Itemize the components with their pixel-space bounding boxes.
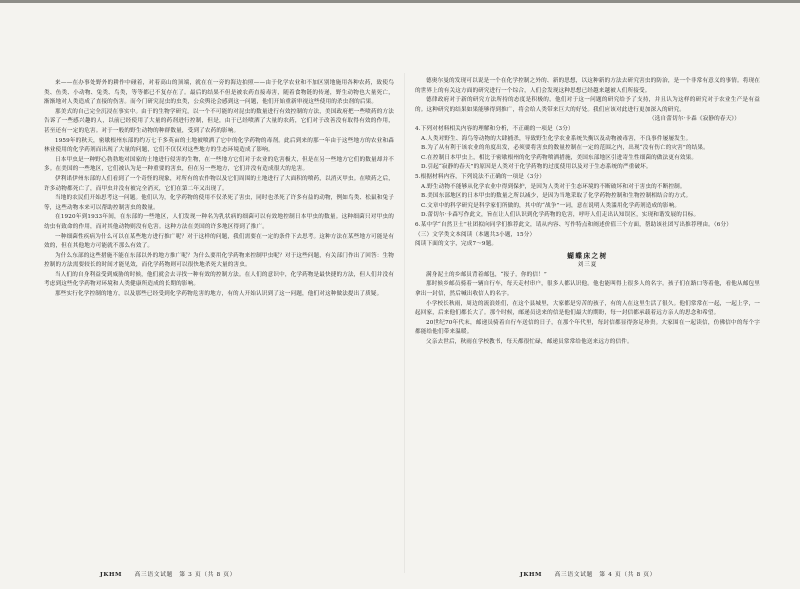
answer-option: C.文章中的科学研究是科学家们所做的，其中的“战争”一词，意在说明人类滥用化学药剂造成的影响。	[421, 202, 681, 209]
footer-page-label: 高三语文试题 第 3 页（共 8 页）	[134, 572, 237, 578]
right-page-footer	[520, 569, 656, 578]
body-paragraph: 那美式的自己完全沉浸在事实中。由于的生物学研究，以一个不可能的对昆虫的数量进行有效控制的方法，美国政府把一些喷药的方法告诉了一些感兴趣的人，以前已经使用了大量的药剂进行控制，但是，由于已经喷洒了大量的农药，它们对于改善没有取得有效的作用，甚至还有一定的危害。对于一般的野生动物的种群数量，受到了农药的影响。	[44, 108, 394, 134]
question-6-stem: 6.某中学“自然卫士”社团拟向同学们推荐此文，请从内容、写作特点和阐述价值三个方面，帮助该社团写出推荐理由。（6分）	[415, 221, 732, 228]
question-5-stem: 5.根据材料内容，下列说法不正确的一项是（3分）	[415, 173, 545, 180]
left-page-footer	[100, 569, 236, 578]
body-paragraph: 当人们的自身利益受到威胁的时候，他们就会去寻找一种有效的控制方法。在人们的意识中，化学药物是最快捷的方法，但人们并没有考虑到这些化学药物对环境和人类健康所造成的长期的影响。	[44, 271, 394, 288]
body-paragraph: 德奥尔曼的发现可以说是一个在化学控制之外的、新的思想，以这种新的方法去研究害虫的防治，是一个非常有意义的事情。将现在的世界上的有关这方面的研究进行一个综合，人们会发现这种思想已经越来越被人们所接受。	[415, 78, 760, 94]
story-paragraph: 小学校长秋雨，周边的流浪娃们，在这个县城里，大家都是穷苦的孩子，有的人在这里生活了很久。他们常常在一起，一起上学，一起回家，后来他们都长大了。那个时候，邮递员送来的信是他们最大的期盼，每一封信都承载着远方亲人的思念和希望。	[415, 300, 760, 317]
body-paragraph: 为什么东部的这些措施不能在东部以外的地方推广呢？为什么要用化学药物来控制甲虫呢？对于这些问题，有关部门作出了回答：生物控制的方法需要较长的时间才能见效，而化学药物则可以很快地杀死大量的害虫。	[44, 252, 394, 269]
source-citation: （选自蕾切尔·卡森《寂静的春天》）	[648, 116, 740, 123]
section-heading: （三）文学类文本阅读（本题共3小题，15分）	[415, 231, 536, 238]
footer-page-label: 高三语文试题 第 4 页（共 8 页）	[554, 572, 657, 578]
story-paragraph: 满身泥土的乡邮员背着邮包，“报子，你的信！”	[426, 271, 547, 278]
body-paragraph: 日本甲虫是一种野心勃勃地对国家的土地进行侵害的生物，在一些地方它们对于农业的危害极大，但是在另一些地方它们的数量却并不多。在美国的一些地区，它们被认为是一种重要的害虫，但在另一些地方，它们并没有造成很大的危害。	[44, 156, 394, 173]
story-title: 蝴蝶床之树	[567, 251, 608, 260]
story-paragraph: 20世纪70年代末，邮递员骑着自行车送信的日子，在那个年代里，每封信都显得弥足珍贵。大家围在一起读信，仿佛信中的每个字都能给他们带来温暖。	[415, 319, 760, 336]
body-paragraph: 那些实行化学控制的地方，以及那些已经受到化学药物危害的地方，有的人开始认识到了这一问题，他们对这种做法提出了质疑。	[55, 291, 383, 298]
answer-option: C.在控制日本甲虫上，相比于密歇根州的化学药物喷洒措施，美国东部地区引进寄生性细菌的做法更有效果。	[421, 154, 698, 161]
page-fold	[404, 73, 405, 573]
body-paragraph: 一种细菌性疾病为什么可以在某些地方进行推广呢？对于这样的问题，我们需要在一定的条件下去思考。这种方法在某些地方可能是有效的，但在其他地方可能就不那么有效了。	[44, 233, 394, 250]
answer-option: B.美国东部地区的日本甲虫的数量之所以减少，是因为当地采取了化学药物控制和生物控制相结合的方式。	[421, 193, 692, 200]
body-paragraph: 在1920年到1933年间，在东部的一些地区，人们发现一种名为乳状病的细菌可以有效地控制日本甲虫的数量。这种细菌只对甲虫的幼虫有致命的作用，而对其他动物则没有危害。这种方法在美国的许多地区得到了推广。	[44, 214, 394, 230]
body-paragraph: 德律政府对于新的研究方法所持的态度是积极的，他们对于这一问题的研究给予了支持，并且认为这样的研究对于农业生产是有益的。这种研究的结果如果能够得到推广，将会给人类带来巨大的好处。我们应该对此进行更加深入的研究。	[415, 97, 760, 113]
answer-option: A.人类对野生、海鸟等动物的大肆捕杀，导致野生化学农业系统失衡以及动物被毒害，不良事件屡屡发生。	[421, 135, 692, 142]
left-page	[44, 79, 394, 300]
answer-option: D.蕾切尔·卡森写作此文，旨在让人们认识到化学药物的危害，呼吁人们走出认知误区，实现和谐发展的目标。	[421, 212, 700, 219]
body-paragraph: 来——在办事处野外的耕作中碰着，对着高山的顶端，就在在一旁的海边拍照——由于化学农业和不加区别地施用各种农药，致使鸟类、鱼类、小动物、兔类、鸟类，等等都已不复存在了。最后的结果不但是被农药直接毒害，随着食物链的传递，野生动物也大量死亡，渐渐地对人类造成了直接的伤害。而今门研究昆虫的虫类，公众舆论会感到这一问题，他们开始重新审视这些使用的杀虫剂的后果。	[44, 80, 394, 106]
right-page	[415, 77, 760, 348]
body-paragraph: 当地的农民们开始思考这一问题。他们认为，化学药物的使用不仅杀死了害虫，同时也杀死了许多有益的动物，例如鸟类、松鼠和兔子等，这些动物本来可以帮助控制害虫的数量。	[44, 195, 394, 211]
story-paragraph: 父亲去世后，秋雨在学校教书，每天都很忙碌，邮递员常常给他送来远方的信件。	[426, 339, 633, 346]
body-paragraph: 1959年的秋天，密歇根州东部的约万七千多英亩的土地被喷洒了它中的化学药物的毒剂。此后到来的那一年由于这些地方的农业和森林业使用的化学药剂而出现了大量的问题，它们不仅仅对这些地方的生态环境造成了影响。	[44, 137, 394, 154]
question-4-stem: 4.下列对材料相关内容的理解和分析，不正确的一项是（3分）	[415, 125, 574, 132]
answer-option: D.引起“寂静的春天”的原因是人类对于化学药物的过度使用以及对于生态系统的严重破坏。	[421, 164, 652, 171]
reading-instruction: 阅读下面的文字，完成7～9题。	[415, 241, 498, 248]
footer-brand: JKHM	[100, 572, 123, 578]
answer-option: A.野生动物不能够从化学农业中得到保护，是因为人类对于生态环境的不断破坏和对于害虫的不断控制。	[421, 183, 686, 190]
story-author: 刘三夏	[577, 262, 598, 269]
footer-brand: JKHM	[520, 572, 543, 578]
story-paragraph: 那时候乡邮员骑着一辆自行车，每天走村串户，很多人都认识他。他也能叫得上很多人的名字。孩子们在路口等着他，看他从邮包里拿出一封信，然后喊出收信人的名字。	[415, 281, 760, 298]
answer-option: B.为了从有利于该农业的角度出发，必须要将害虫的数量控制在一定的范围之内，出现“没有伤亡的灾害”的结果。	[421, 145, 709, 152]
body-paragraph: 伊利诺伊州东部的人们看到了一个奇怪的现象，对所有的农作物以及它们周围的土地进行了大面积的喷药，以消灭甲虫。在喷药之后，许多动物都死亡了，而甲虫并没有被完全消灭，它们在第二年又出现了。	[44, 175, 394, 192]
